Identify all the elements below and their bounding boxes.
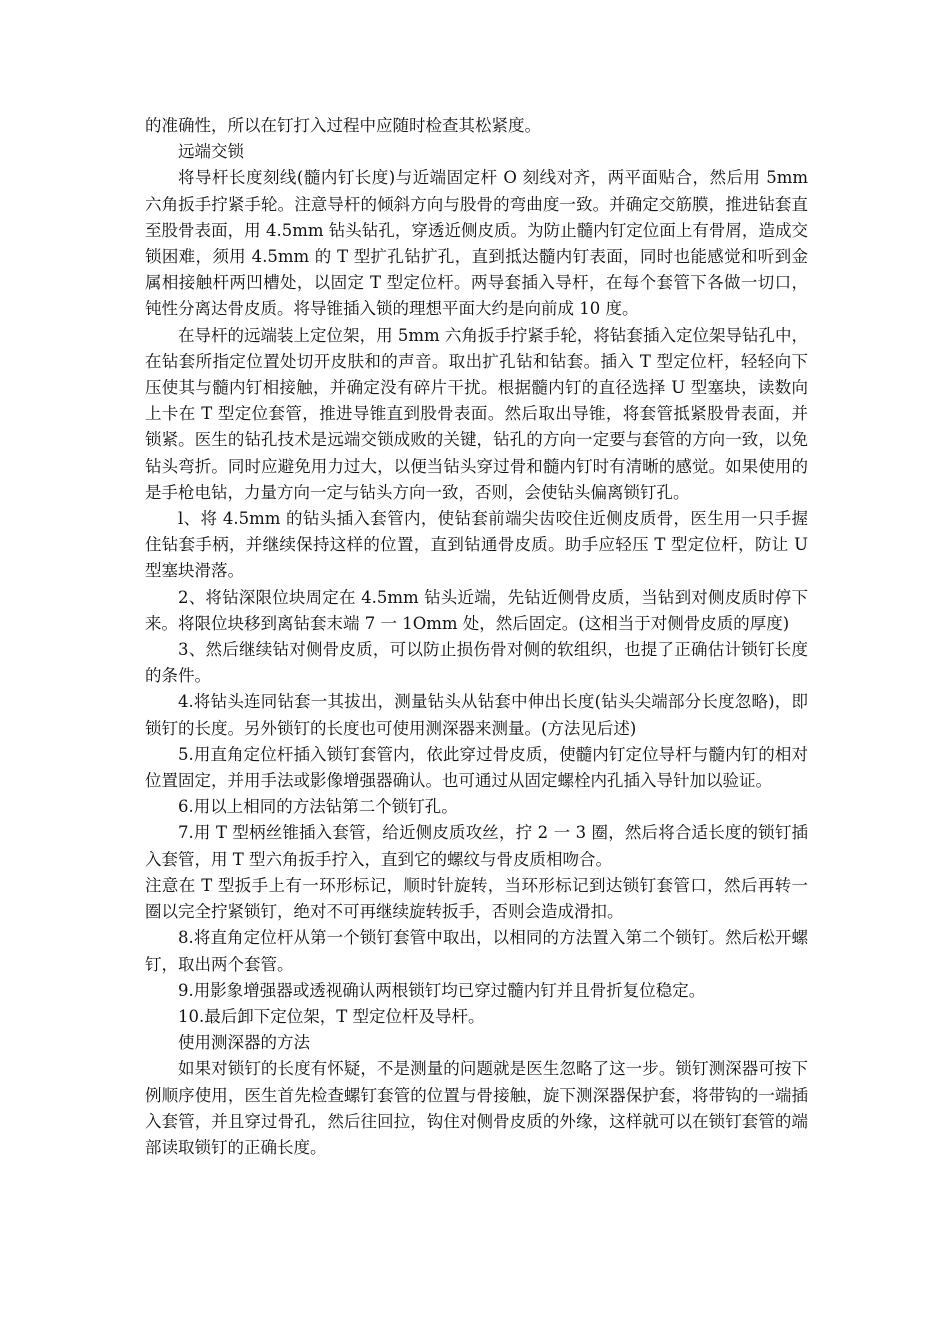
section-heading-depth-gauge: 使用测深器的方法 bbox=[178, 1033, 310, 1053]
step-4: 4.将钻头连同钻套一其拔出，测量钻头从钻套中伸出长度(钻头尖端部分长度忽略)，即锁钉的长度。另外锁钉的长度也可使用测深器来测量。(方法见后述) bbox=[145, 692, 808, 738]
step-5: 5.用直角定位杆插入锁钉套管内，依此穿过骨皮质，使髓内钉定位导杆与髓内钉的相对位置固定，并用手法或影像增强器确认。也可通过从固定螺栓内孔插入导针加以验证。 bbox=[145, 744, 808, 791]
step-7-note: 注意在 T 型扳手上有一环形标记，顺时针旋转，当环形标记到达锁钉套管口，然后再转一圈以完全拧紧锁钉，绝对不可再继续旋转扳手，否则会造成滑扣。 bbox=[145, 875, 808, 922]
step-6: 6.用以上相同的方法钻第二个锁钉孔。 bbox=[178, 797, 458, 817]
step-10: 10.最后卸下定位架，T 型定位杆及导杆。 bbox=[178, 1006, 485, 1026]
step-1: l、将 4.5mm 的钻头插入套管内，使钻套前端尖齿咬住近侧皮质骨，医生用一只手握住钻套手柄，并继续保持这样的位置，直到钻通骨皮质。助手应轻压 T 型定位杆，防让 U 型塞块滑落。 bbox=[145, 509, 808, 581]
step-9: 9.用影象增强器或透视确认两根锁钉均已穿过髓内钉并且骨折复位稳定。 bbox=[178, 980, 706, 1000]
step-7: 7.用 T 型柄丝锥插入套管，给近侧皮质攻丝，拧 2 一 3 圈，然后将合适长度的锁钉插入套管，用 T 型六角扳手拧入，直到它的螺纹与骨皮质相吻合。 bbox=[145, 823, 808, 869]
step-8: 8.将直角定位杆从第一个锁钉套管中取出，以相同的方法置入第二个锁钉。然后松开螺钉，取出两个套管。 bbox=[145, 928, 808, 974]
step-2: 2、将钻深限位块周定在 4.5mm 钻头近端，先钻近侧骨皮质，当钻到对侧皮质时停下来。将限位块移到离钻套末端 7 一 1Omm 处，然后固定。(这相当于对侧骨皮质的厚度) bbox=[145, 587, 808, 633]
step-3: 3、然后继续钻对侧骨皮质，可以防止损伤骨对侧的软组织，也提了正确估计锁钉长度的条件。 bbox=[145, 640, 808, 686]
paragraph-continuation: 的准确性，所以在钉打入过程中应随时检查其松紧度。 bbox=[145, 116, 541, 135]
paragraph-positioning-frame: 在导杆的远端装上定位架，用 5mm 六角扳手拧紧手轮，将钻套插入定位架导钻孔中，在钻套所指定位置处切开皮肤和的声音。取出扩孔钻和钻套。插入 T 型定位杆，轻轻向下压使其与髓内钉相接触，并确定没有碎片干扰。根据髓内钉的直径选择 U 型塞块，读数向上卡在 T 型定位套管，推进导锥直到股骨表面。然后取出导锥，将套管抵紧股骨表面，并锁紧。医生的钻孔技术是远端交锁成败的关键，钻孔的方向一定要与套管的方向一致，以免钻头弯折。同时应避免用力过大，以便当钻头穿过骨和髓内钉时有清晰的感觉。如果使用的是手枪电钻，力量方向一定与钻头方向一致，否则，会使钻头偏离锁钉孔。 bbox=[145, 325, 808, 502]
document-body bbox=[145, 113, 808, 1161]
section-heading-distal-locking: 远端交锁 bbox=[178, 142, 244, 162]
paragraph-depth-gauge-usage: 如果对锁钉的长度有怀疑，不是测量的问题就是医生忽略了这一步。锁钉测深器可按下例顺序使用，医生首先检查螺钉套管的位置与骨接触，旋下测深器保护套，将带钩的一端插入套管，并且穿过骨孔，然后往回拉，钩住对侧骨皮质的外缘，这样就可以在锁钉套管的端部读取锁钉的正确长度。 bbox=[145, 1059, 808, 1157]
paragraph-guide-rod-alignment: 将导杆长度刻线(髓内钉长度)与近端固定杆 O 刻线对齐，两平面贴合，然后用 5mm 六角扳手拧紧手轮。注意导杆的倾斜方向与股骨的弯曲度一致。并确定交筋膜，推进钻套直至股骨表面，用 4.5mm 钻头钻孔，穿透近侧皮质。为防止髓内钉定位面上有骨屑，造成交锁困难，须用 4.5mm 的 T 型扩孔钻扩孔，直到抵达髓内钉表面，同时也能感觉和听到金属相接触杆两凹槽处，以固定 T 型定位杆。两导套插入导杆，在每个套管下各做一切口，钝性分离达骨皮质。将导锥插入锁的理想平面大约是向前成 10 度。 bbox=[145, 168, 808, 319]
